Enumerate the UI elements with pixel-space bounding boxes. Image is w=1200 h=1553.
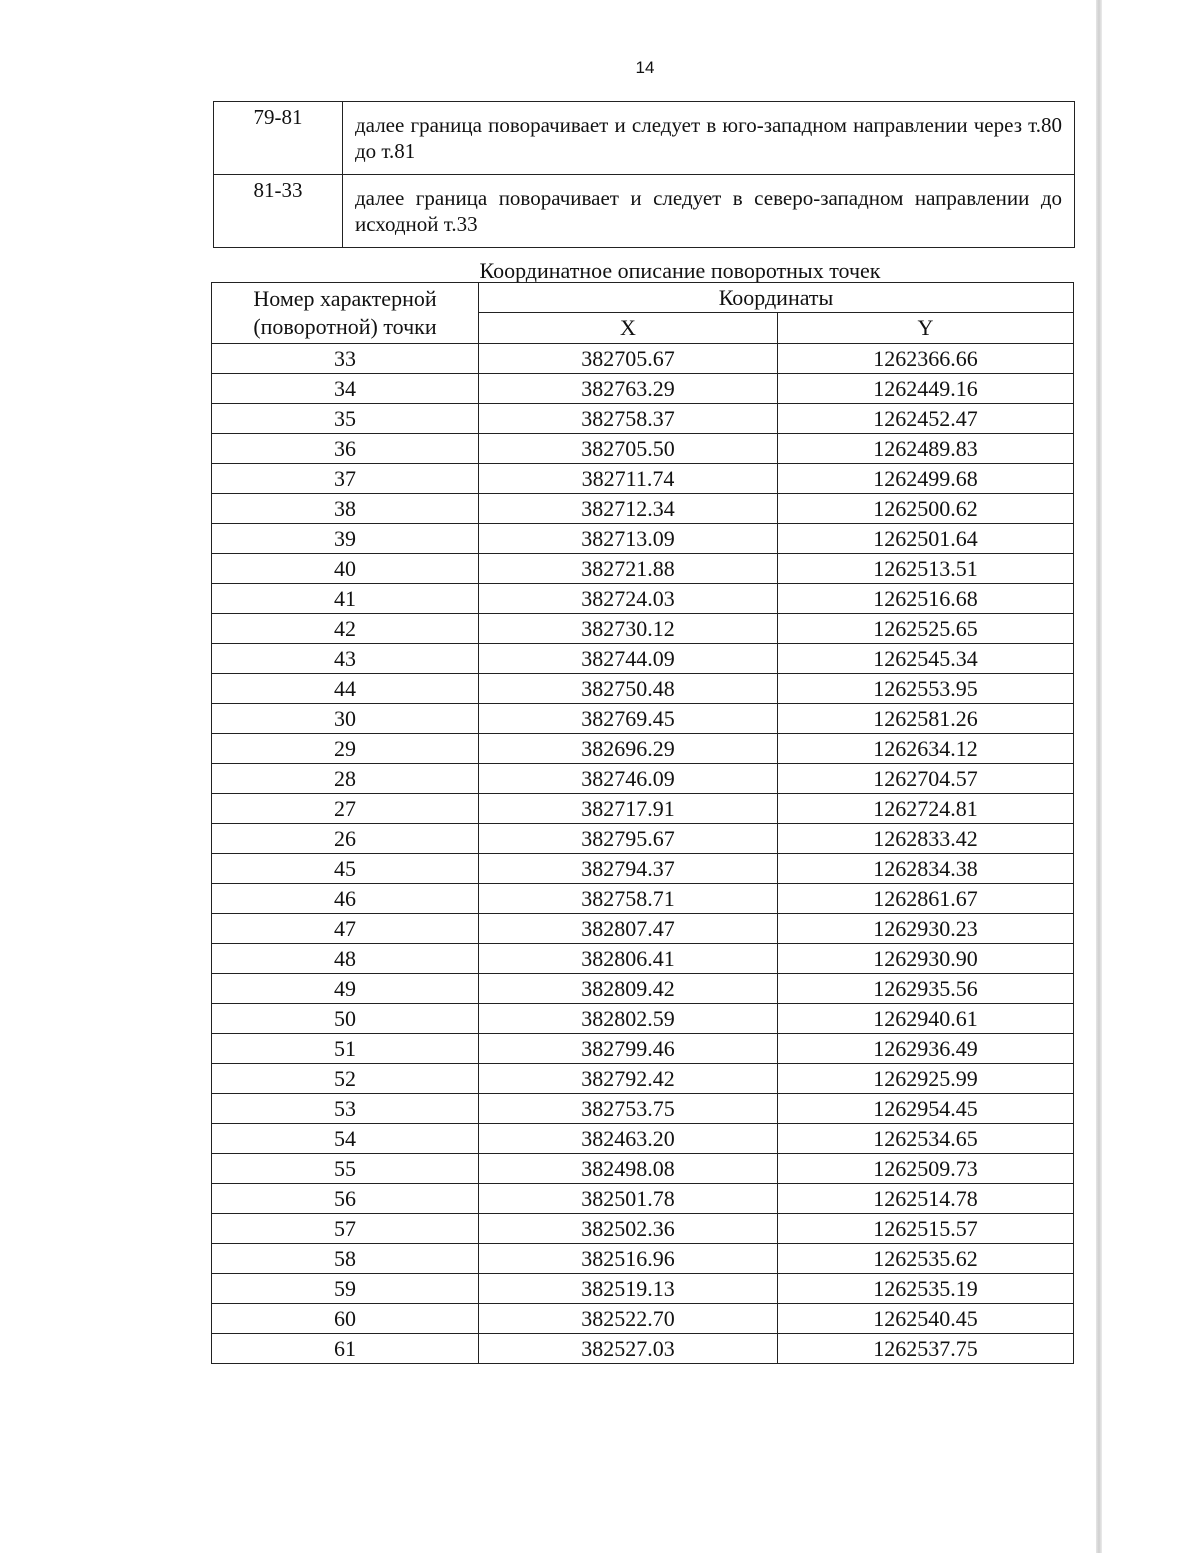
x-coordinate-cell: 382713.09 bbox=[479, 524, 778, 554]
point-number-cell: 60 bbox=[212, 1304, 479, 1334]
point-number-cell: 52 bbox=[212, 1064, 479, 1094]
coordinates-table bbox=[211, 282, 1074, 1364]
y-coordinate-cell: 1262930.23 bbox=[778, 914, 1074, 944]
table-row bbox=[212, 524, 1074, 554]
point-number-cell: 46 bbox=[212, 884, 479, 914]
x-coordinate-cell: 382799.46 bbox=[479, 1034, 778, 1064]
point-number-cell: 58 bbox=[212, 1244, 479, 1274]
y-coordinate-cell: 1262534.65 bbox=[778, 1124, 1074, 1154]
x-coordinate-cell: 382463.20 bbox=[479, 1124, 778, 1154]
table-row bbox=[212, 1184, 1074, 1214]
y-coordinate-cell: 1262935.56 bbox=[778, 974, 1074, 1004]
point-number-cell: 38 bbox=[212, 494, 479, 524]
scan-edge-shadow bbox=[1096, 0, 1102, 1553]
table-row bbox=[212, 1244, 1074, 1274]
x-coordinate-cell: 382802.59 bbox=[479, 1004, 778, 1034]
y-coordinate-cell: 1262516.68 bbox=[778, 584, 1074, 614]
point-number-cell: 39 bbox=[212, 524, 479, 554]
point-number-cell: 57 bbox=[212, 1214, 479, 1244]
point-number-cell: 51 bbox=[212, 1034, 479, 1064]
y-coordinate-cell: 1262537.75 bbox=[778, 1334, 1074, 1364]
x-coordinate-cell: 382795.67 bbox=[479, 824, 778, 854]
table-row bbox=[212, 1154, 1074, 1184]
point-number-cell: 33 bbox=[212, 344, 479, 374]
y-coordinate-cell: 1262489.83 bbox=[778, 434, 1074, 464]
x-coordinate-cell: 382794.37 bbox=[479, 854, 778, 884]
point-number-cell: 42 bbox=[212, 614, 479, 644]
table-row bbox=[212, 1214, 1074, 1244]
table-row bbox=[212, 614, 1074, 644]
x-coordinate-cell: 382501.78 bbox=[479, 1184, 778, 1214]
y-coordinate-cell: 1262553.95 bbox=[778, 674, 1074, 704]
table-row bbox=[212, 404, 1074, 434]
table-row bbox=[212, 1004, 1074, 1034]
x-coordinate-cell: 382498.08 bbox=[479, 1154, 778, 1184]
point-number-cell: 44 bbox=[212, 674, 479, 704]
x-header: X bbox=[479, 313, 778, 344]
point-number-cell: 45 bbox=[212, 854, 479, 884]
table-row bbox=[212, 494, 1074, 524]
x-coordinate-cell: 382730.12 bbox=[479, 614, 778, 644]
x-coordinate-cell: 382527.03 bbox=[479, 1334, 778, 1364]
x-coordinate-cell: 382721.88 bbox=[479, 554, 778, 584]
point-number-cell: 34 bbox=[212, 374, 479, 404]
y-coordinate-cell: 1262954.45 bbox=[778, 1094, 1074, 1124]
point-number-cell: 41 bbox=[212, 584, 479, 614]
table-row bbox=[212, 734, 1074, 764]
y-coordinate-cell: 1262449.16 bbox=[778, 374, 1074, 404]
y-coordinate-cell: 1262581.26 bbox=[778, 704, 1074, 734]
x-coordinate-cell: 382746.09 bbox=[479, 764, 778, 794]
y-coordinate-cell: 1262535.62 bbox=[778, 1244, 1074, 1274]
y-coordinate-cell: 1262634.12 bbox=[778, 734, 1074, 764]
y-coordinate-cell: 1262724.81 bbox=[778, 794, 1074, 824]
y-coordinate-cell: 1262366.66 bbox=[778, 344, 1074, 374]
x-coordinate-cell: 382519.13 bbox=[479, 1274, 778, 1304]
y-coordinate-cell: 1262501.64 bbox=[778, 524, 1074, 554]
y-coordinate-cell: 1262834.38 bbox=[778, 854, 1074, 884]
table-row bbox=[212, 794, 1074, 824]
y-coordinate-cell: 1262704.57 bbox=[778, 764, 1074, 794]
point-number-cell: 26 bbox=[212, 824, 479, 854]
table-row bbox=[212, 1274, 1074, 1304]
y-coordinate-cell: 1262513.51 bbox=[778, 554, 1074, 584]
y-coordinate-cell: 1262509.73 bbox=[778, 1154, 1074, 1184]
y-coordinate-cell: 1262925.99 bbox=[778, 1064, 1074, 1094]
table-row bbox=[214, 175, 1075, 248]
table-row bbox=[212, 1064, 1074, 1094]
y-coordinate-cell: 1262499.68 bbox=[778, 464, 1074, 494]
y-coordinate-cell: 1262535.19 bbox=[778, 1274, 1074, 1304]
segment-cell: 81-33 bbox=[214, 175, 343, 248]
x-coordinate-cell: 382809.42 bbox=[479, 974, 778, 1004]
y-coordinate-cell: 1262452.47 bbox=[778, 404, 1074, 434]
point-number-cell: 61 bbox=[212, 1334, 479, 1364]
point-number-cell: 29 bbox=[212, 734, 479, 764]
coordinates-header: Координаты bbox=[479, 283, 1074, 313]
x-coordinate-cell: 382769.45 bbox=[479, 704, 778, 734]
y-coordinate-cell: 1262833.42 bbox=[778, 824, 1074, 854]
table-row bbox=[212, 584, 1074, 614]
point-number-cell: 40 bbox=[212, 554, 479, 584]
point-number-cell: 48 bbox=[212, 944, 479, 974]
point-number-cell: 55 bbox=[212, 1154, 479, 1184]
x-coordinate-cell: 382724.03 bbox=[479, 584, 778, 614]
table-row bbox=[212, 944, 1074, 974]
x-coordinate-cell: 382712.34 bbox=[479, 494, 778, 524]
x-coordinate-cell: 382705.50 bbox=[479, 434, 778, 464]
point-number-cell: 30 bbox=[212, 704, 479, 734]
x-coordinate-cell: 382696.29 bbox=[479, 734, 778, 764]
point-number-cell: 28 bbox=[212, 764, 479, 794]
x-coordinate-cell: 382516.96 bbox=[479, 1244, 778, 1274]
x-coordinate-cell: 382750.48 bbox=[479, 674, 778, 704]
page-number: 14 bbox=[635, 58, 655, 77]
y-coordinate-cell: 1262930.90 bbox=[778, 944, 1074, 974]
table-row bbox=[212, 434, 1074, 464]
point-number-cell: 59 bbox=[212, 1274, 479, 1304]
table-row bbox=[212, 644, 1074, 674]
point-number-header: Номер характерной (поворотной) точки bbox=[212, 283, 479, 344]
x-coordinate-cell: 382806.41 bbox=[479, 944, 778, 974]
segment-description: далее граница поворачивает и следует в юго-западном направлении через т.80 до т.81 bbox=[343, 102, 1075, 175]
point-number-cell: 27 bbox=[212, 794, 479, 824]
table-row bbox=[212, 1124, 1074, 1154]
x-coordinate-cell: 382705.67 bbox=[479, 344, 778, 374]
point-number-cell: 50 bbox=[212, 1004, 479, 1034]
x-coordinate-cell: 382763.29 bbox=[479, 374, 778, 404]
segment-cell: 79-81 bbox=[214, 102, 343, 175]
y-coordinate-cell: 1262500.62 bbox=[778, 494, 1074, 524]
boundary-description-table bbox=[213, 101, 1075, 248]
table-row bbox=[212, 854, 1074, 884]
x-coordinate-cell: 382744.09 bbox=[479, 644, 778, 674]
y-coordinate-cell: 1262540.45 bbox=[778, 1304, 1074, 1334]
segment-description: далее граница поворачивает и следует в северо-западном направлении до исходной т.33 bbox=[343, 175, 1075, 248]
table-row bbox=[212, 464, 1074, 494]
point-number-cell: 36 bbox=[212, 434, 479, 464]
point-number-cell: 54 bbox=[212, 1124, 479, 1154]
x-coordinate-cell: 382717.91 bbox=[479, 794, 778, 824]
point-number-cell: 37 bbox=[212, 464, 479, 494]
table-row bbox=[212, 1304, 1074, 1334]
x-coordinate-cell: 382807.47 bbox=[479, 914, 778, 944]
y-header: Y bbox=[778, 313, 1074, 344]
table-row bbox=[214, 102, 1075, 175]
coordinates-title: Координатное описание поворотных точек bbox=[479, 258, 881, 283]
x-coordinate-cell: 382502.36 bbox=[479, 1214, 778, 1244]
table-row bbox=[212, 374, 1074, 404]
y-coordinate-cell: 1262861.67 bbox=[778, 884, 1074, 914]
y-coordinate-cell: 1262545.34 bbox=[778, 644, 1074, 674]
x-coordinate-cell: 382758.37 bbox=[479, 404, 778, 434]
coordinates-body bbox=[212, 344, 1074, 1364]
y-coordinate-cell: 1262940.61 bbox=[778, 1004, 1074, 1034]
table-row bbox=[212, 704, 1074, 734]
table-row bbox=[212, 554, 1074, 584]
table-row bbox=[212, 674, 1074, 704]
y-coordinate-cell: 1262514.78 bbox=[778, 1184, 1074, 1214]
x-coordinate-cell: 382753.75 bbox=[479, 1094, 778, 1124]
table-row bbox=[212, 344, 1074, 374]
table-row bbox=[212, 764, 1074, 794]
point-number-cell: 47 bbox=[212, 914, 479, 944]
x-coordinate-cell: 382792.42 bbox=[479, 1064, 778, 1094]
table-row bbox=[212, 1034, 1074, 1064]
header-row bbox=[212, 283, 1074, 313]
x-coordinate-cell: 382758.71 bbox=[479, 884, 778, 914]
point-number-cell: 49 bbox=[212, 974, 479, 1004]
table-row bbox=[212, 1334, 1074, 1364]
point-number-cell: 56 bbox=[212, 1184, 479, 1214]
table-row bbox=[212, 974, 1074, 1004]
y-coordinate-cell: 1262515.57 bbox=[778, 1214, 1074, 1244]
table-row bbox=[212, 1094, 1074, 1124]
table-row bbox=[212, 914, 1074, 944]
point-number-cell: 43 bbox=[212, 644, 479, 674]
point-number-cell: 35 bbox=[212, 404, 479, 434]
x-coordinate-cell: 382522.70 bbox=[479, 1304, 778, 1334]
x-coordinate-cell: 382711.74 bbox=[479, 464, 778, 494]
y-coordinate-cell: 1262936.49 bbox=[778, 1034, 1074, 1064]
table-row bbox=[212, 824, 1074, 854]
table-row bbox=[212, 884, 1074, 914]
point-number-cell: 53 bbox=[212, 1094, 479, 1124]
y-coordinate-cell: 1262525.65 bbox=[778, 614, 1074, 644]
